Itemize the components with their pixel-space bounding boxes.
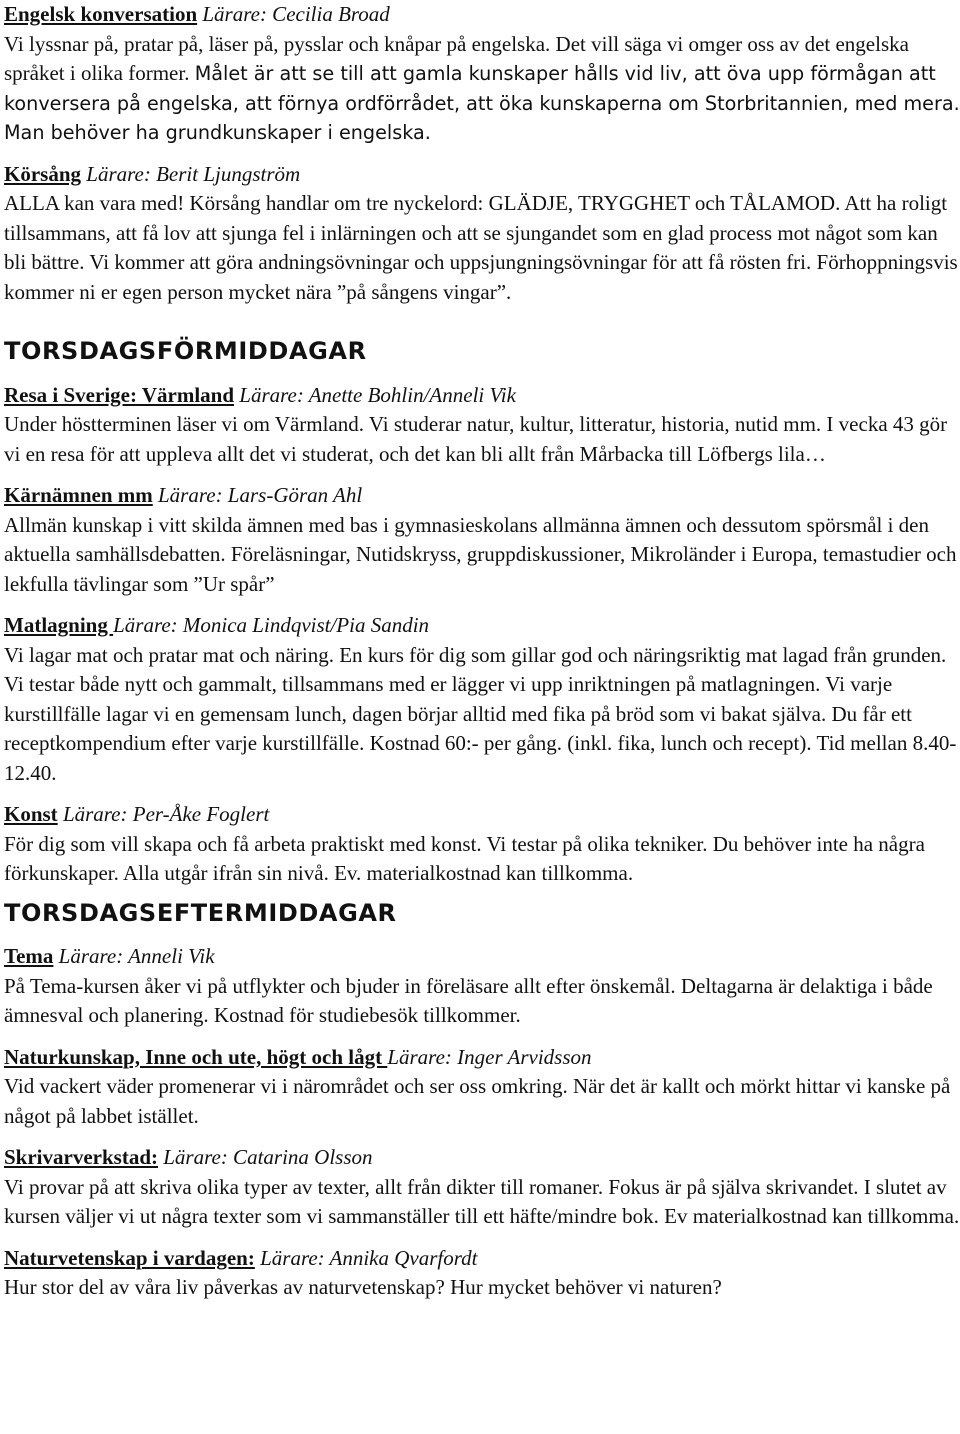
- course-title: Körsång: [4, 161, 82, 186]
- course-english-conversation: [4, 0, 960, 148]
- course-cooking: [4, 611, 960, 788]
- course-core-subjects: [4, 481, 960, 599]
- course-header: [4, 800, 960, 830]
- course-teacher: Lärare: Cecilia Broad: [202, 2, 390, 26]
- course-teacher: Lärare: Anette Bohlin/Anneli Vik: [239, 382, 516, 407]
- course-description: Hur stor del av våra liv påverkas av naturvetenskap? Hur mycket behöver vi naturen?: [4, 1275, 722, 1299]
- course-header: [4, 1143, 960, 1173]
- course-header: [4, 611, 960, 641]
- course-teacher: Lärare: Inger Arvidsson: [387, 1044, 592, 1069]
- course-header: [4, 942, 960, 972]
- course-description: Vi lyssnar på, pratar på, läser på, pysslar och knåpar på engelska. Det vill säga vi omger oss av det engelska språket i olika former. Målet är att se till att gamla kunskaper hålls vid liv, att öva upp förmågan att konversera på engelska, att förnya ordförrådet, att öka kunskaperna om Storbritannien, med mera. Man behöver ha grundkunskaper i engelska.: [4, 31, 960, 144]
- course-description: Vi lagar mat och pratar mat och näring. En kurs för dig som gillar god och näringsriktig mat lagad från grunden. Vi testar både nytt och gammalt, tillsammans med er lägger vi upp inriktningen på matlagningen. Vi varje kurstillfälle lagar vi en gemensam lunch, dagen börjar alltid med fika på bröd som vi bakat själva. Du får ett receptkompendium efter varje kurstillfälle. Kostnad 60:- per gång. (inkl. fika, lunch och recept). Tid mellan 8.40-12.40.: [4, 642, 957, 785]
- course-header: [4, 481, 960, 511]
- course-title: Naturvetenskap i vardagen:: [4, 1245, 255, 1270]
- course-header: [4, 1244, 960, 1274]
- course-title: Matlagning: [4, 613, 114, 637]
- course-header: [4, 381, 960, 411]
- course-writing-workshop: [4, 1143, 960, 1232]
- course-travel-sweden: [4, 381, 960, 470]
- course-header: [4, 1043, 960, 1073]
- course-title: Kärnämnen mm: [4, 483, 153, 507]
- course-description: ALLA kan vara med! Körsång handlar om tre nyckelord: GLÄDJE, TRYGGHET och TÅLAMOD. Att ha roligt tillsammans, att få lov att sjunga fel i inlärningen och att se sjungandet som en glad process mot något som kan bli bättre. Vi kommer att göra andningsövningar och uppsjungningsövningar för att få rösten fri. Förhoppningsvis kommer ni er egen person mycket nära ”på sångens vingar”.: [4, 191, 958, 304]
- course-title: Tema: [4, 944, 54, 968]
- course-everyday-science: [4, 1244, 960, 1303]
- course-teacher: Lärare: Berit Ljungström: [86, 161, 301, 186]
- course-header: [4, 160, 960, 190]
- course-teacher: Lärare: Monica Lindqvist/Pia Sandin: [113, 613, 430, 637]
- section-heading-thursday-afternoon: TORSDAGSEFTERMIDDAGAR: [4, 898, 397, 927]
- course-description: På Tema-kursen åker vi på utflykter och bjuder in föreläsare allt efter önskemål. Deltagarna är delaktiga i både ämnesval och planering. Kostnad för studiebesök tillkommer.: [4, 973, 933, 1027]
- section-heading-thursday-morning: TORSDAGSFÖRMIDDAGAR: [4, 337, 367, 365]
- course-teacher: Lärare: Catarina Olsson: [163, 1145, 373, 1169]
- course-nature-studies: [4, 1043, 960, 1132]
- course-description: Under höstterminen läser vi om Värmland. Vi studerar natur, kultur, litteratur, historia, nutid mm. I vecka 43 gör vi en resa för att uppleva allt det vi studerat, och det kan bli allt från Mårbacka till Löfbergs lila…: [4, 412, 948, 466]
- course-description: Vi provar på att skriva olika typer av texter, allt från dikter till romaner. Fokus är på själva skrivandet. I slutet av kursen väljer vi ut några texter som vi sammanställer till ett häfte/mindre bok. Ev materialkostnad kan tillkomma.: [4, 1174, 960, 1228]
- course-description: Allmän kunskap i vitt skilda ämnen med bas i gymnasieskolans allmänna ämnen och dessutom spörsmål i den aktuella samhällsdebatten. Föreläsningar, Nutidskryss, gruppdiskussioner, Mikroländer i Europa, temastudier och lekfulla tävlingar som ”Ur spår”: [4, 512, 957, 596]
- course-teacher: Lärare: Lars-Göran Ahl: [158, 483, 363, 507]
- course-title: Engelsk konversation: [4, 2, 198, 26]
- course-title: Konst: [4, 802, 58, 826]
- course-teacher: Lärare: Annika Qvarfordt: [260, 1245, 478, 1270]
- course-title: Resa i Sverige: Värmland: [4, 382, 235, 407]
- course-art: [4, 800, 960, 889]
- course-choir: [4, 160, 960, 308]
- course-description-sans: Målet är att se till att gamla kunskaper hålls vid liv, att öva upp förmågan att konversera på engelska, att förnya ordförrådet, att öka kunskaperna om Storbritannien, med mera. Man behöver ha grundkunskaper i engelska.: [4, 62, 960, 144]
- course-teacher: Lärare: Per-Åke Foglert: [62, 802, 270, 826]
- course-description: Vid vackert väder promenerar vi i närområdet och ser oss omkring. När det är kallt och mörkt hittar vi kanske på något på labbet istället.: [4, 1074, 951, 1128]
- course-title: Skrivarverkstad:: [4, 1145, 158, 1169]
- course-theme: [4, 942, 960, 1031]
- course-teacher: Lärare: Anneli Vik: [58, 944, 215, 968]
- course-description: För dig som vill skapa och få arbeta praktiskt med konst. Vi testar på olika tekniker. Du behöver inte ha några förkunskaper. Alla utgår ifrån sin nivå. Ev. materialkostnad kan tillkomma.: [4, 831, 925, 885]
- course-title: Naturkunskap, Inne och ute, högt och lågt: [4, 1044, 388, 1069]
- course-header: [4, 0, 960, 30]
